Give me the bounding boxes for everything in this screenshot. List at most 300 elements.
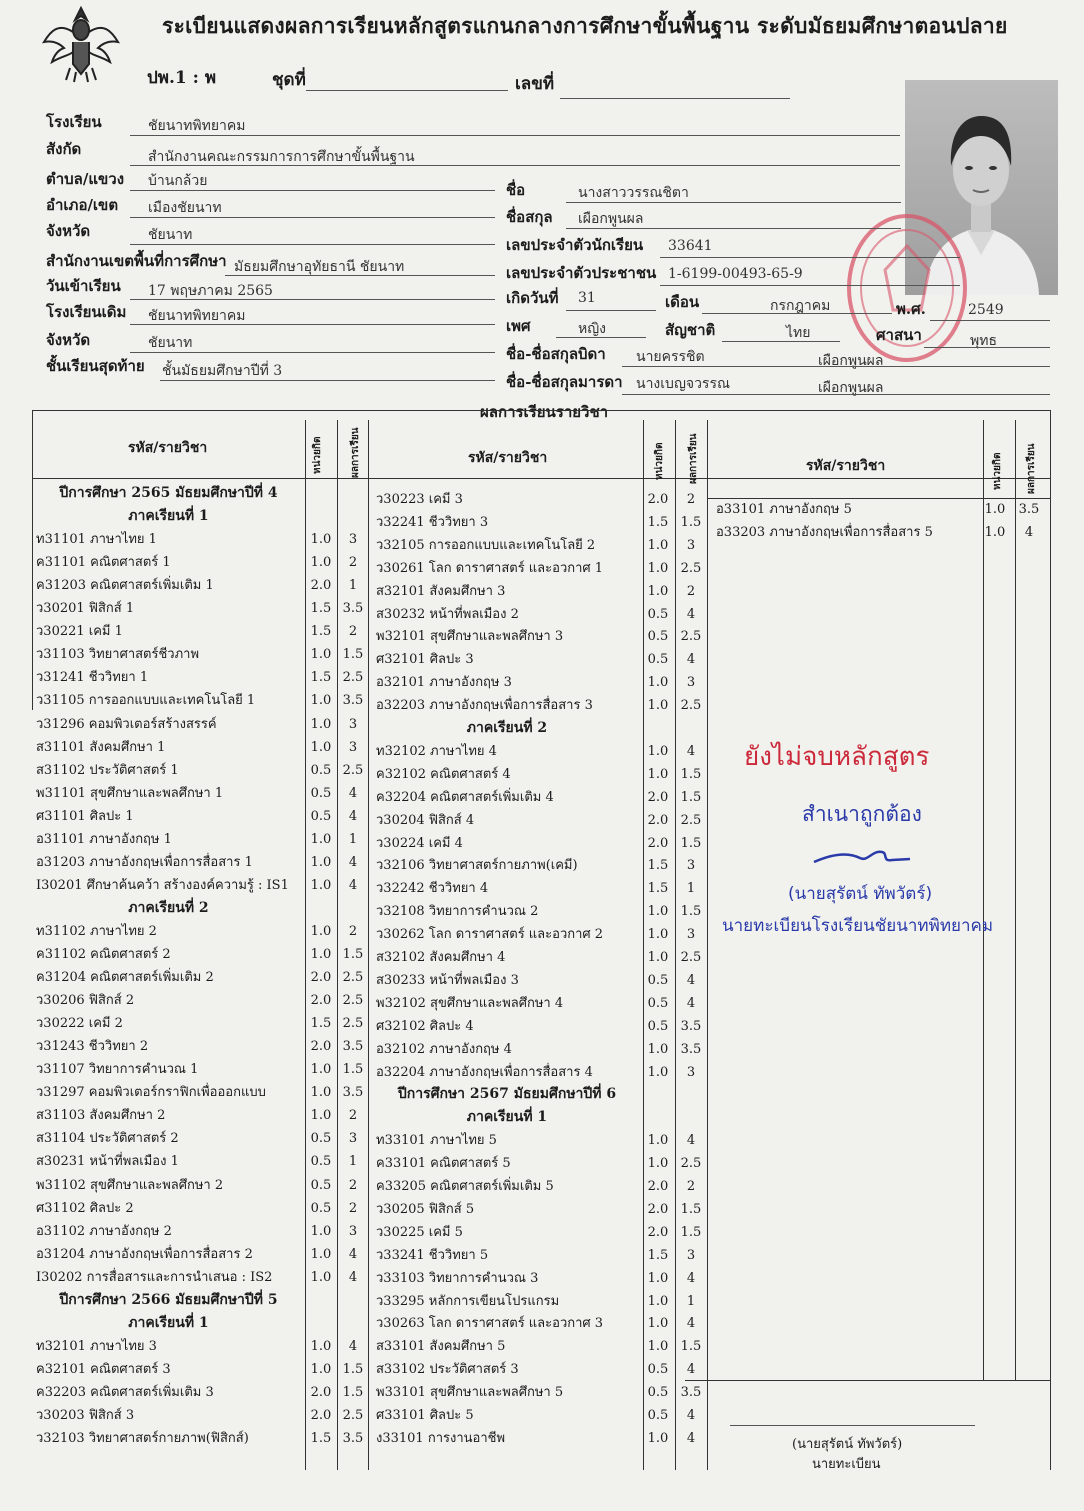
credit-value: 1.0 [310,1269,332,1285]
credit-value: 1.0 [647,766,669,782]
subject-name: ว31241 ชีววิทยา 1 [36,670,149,686]
grade-value: 1 [348,831,358,847]
birth-year-label: พ.ศ. [896,300,926,318]
credit-value: 2.0 [647,789,669,805]
enroll-value: 17 พฤษภาคม 2565 [148,283,273,299]
credit-value: 1.0 [647,583,669,599]
credit-value: 1.0 [647,1316,669,1332]
birth-month-value: กรกฎาคม [770,298,831,314]
credit-value: 0.5 [310,1154,332,1170]
prev-province-value: ชัยนาท [148,335,193,351]
grade-value: 1.5 [680,835,702,851]
subject-name: อ31102 ภาษาอังกฤษ 2 [36,1223,172,1239]
grade-value: 4 [686,995,696,1011]
grade-value: 1.5 [680,904,702,920]
grade-value: 3 [686,675,696,691]
credit-value: 2.0 [310,1408,332,1423]
set-label: ชุดที่ [272,70,306,90]
sign-name: (นายสุรัตน์ ทัพวัตร์) [792,1437,903,1452]
credit-value: 1.0 [647,904,669,920]
subject-name: ส31101 สังคมศึกษา 1 [36,739,166,755]
subject-name: ว32103 วิทยาศาสตร์กายภาพ(ฟิสิกส์) [36,1431,249,1447]
grade-value: 3 [348,716,358,732]
grade-value: 3.5 [680,1041,702,1057]
form-code: ปพ.1 : พ [147,68,217,88]
subject-name: ว32108 วิทยาการคำนวณ 2 [376,904,539,920]
credit-value: 1.0 [647,743,669,759]
credit-value: 1.0 [310,947,332,962]
registrar-title: นายทะเบียนโรงเรียนชัยนาทพิทยาคม [722,916,994,936]
grade-value: 1.5 [342,947,364,962]
religion-label: ศาสนา [876,326,922,344]
grade-value: 1 [348,1154,358,1170]
grade-value: 4 [1024,525,1034,540]
subject-name: ส31102 ประวัติศาสตร์ 1 [36,762,179,778]
credit-value: 0.5 [310,1200,332,1216]
subject-name: ว32106 วิทยาศาสตร์กายภาพ(เคมี) [376,858,578,874]
credit-value: 1.5 [647,881,669,897]
credit-value: 2.0 [647,1201,669,1217]
col2-credit-header: หน่วยกิต [654,442,665,480]
subject-name: ค31102 คณิตศาสตร์ 2 [36,947,171,962]
credit-value: 1.0 [647,1133,669,1149]
term-heading: ภาคเรียนที่ 1 [466,1109,548,1126]
religion-value: พุทธ [970,333,998,349]
province-label: จังหวัด [46,222,91,240]
credit-value: 1.0 [310,831,332,847]
grade-value: 2.5 [342,1016,364,1032]
grade-value: 4 [686,1408,696,1423]
subject-name: ง33101 การงานอาชีพ [376,1430,506,1446]
subject-name: อ32204 ภาษาอังกฤษเพื่อการสื่อสาร 4 [376,1064,593,1080]
number-label: เลขที่ [515,74,555,94]
grade-value: 4 [348,785,358,801]
credit-value: 0.5 [647,1385,669,1401]
grade-value: 3 [348,532,358,548]
subject-name: ส30232 หน้าที่พลเมือง 2 [376,606,519,622]
credit-value: 2.0 [310,578,332,594]
subject-name: อ32203 ภาษาอังกฤษเพื่อการสื่อสาร 3 [376,698,593,714]
grade-value: 2.5 [342,670,364,686]
credit-value: 2.0 [310,1384,332,1400]
subject-name: ว33241 ชีววิทยา 5 [376,1247,489,1263]
credit-value: 1.5 [647,1247,669,1263]
grade-value: 3.5 [342,1039,364,1055]
credit-value: 0.5 [647,606,669,622]
subject-name: ว33295 หลักการเขียนโปรแกรม [376,1293,560,1309]
grade-value: 4 [686,972,696,988]
credit-value: 0.5 [310,762,332,778]
subject-name: พ31101 สุขศึกษาและพลศึกษา 1 [36,785,224,801]
credit-value: 1.0 [310,854,332,870]
grade-value: 1.5 [680,514,702,530]
grade-value: 2.5 [680,629,702,645]
credit-value: 1.0 [310,555,332,571]
credit-value: 1.0 [647,1041,669,1057]
col1-subject-header: รหัส/รายวิชา [128,440,208,456]
subject-name: อ31203 ภาษาอังกฤษเพื่อการสื่อสาร 1 [36,854,253,870]
name-value: นางสาววรรณชิตา [578,185,689,201]
credit-value: 1.5 [647,514,669,530]
grade-value: 2 [348,624,358,640]
grade-value: 4 [686,1270,696,1286]
credit-value: 1.0 [647,927,669,943]
subject-name: ว33103 วิทยาการคำนวณ 3 [376,1270,539,1286]
subject-name: ท32101 ภาษาไทย 3 [36,1338,157,1354]
page-title: ระเบียนแสดงผลการเรียนหลักสูตรแกนกลางการศึกษาขั้นพื้นฐาน ระดับมัธยมศึกษาตอนปลาย [162,13,1008,38]
subject-name: อ32102 ภาษาอังกฤษ 4 [376,1041,512,1057]
credit-value: 1.0 [647,1339,669,1355]
grade-value: 3 [348,1131,358,1147]
grade-value: 1 [686,881,696,897]
subject-name: ท32102 ภาษาไทย 4 [376,743,497,759]
grade-value: 1.5 [680,1201,702,1217]
district-label: อำเภอ/เขต [46,196,119,214]
credit-value: 1.0 [310,739,332,755]
grade-value: 2 [686,1179,696,1194]
credit-value: 0.5 [647,629,669,645]
term-heading: ปีการศึกษา 2566 มัธยมศึกษาปีที่ 5 [59,1291,278,1308]
grade-value: 4 [348,1269,358,1285]
subject-name: ว30203 ฟิสิกส์ 3 [36,1408,135,1423]
subject-name: ศ32102 ศิลปะ 4 [376,1018,474,1034]
credit-value: 0.5 [647,1018,669,1034]
credit-value: 1.0 [647,1270,669,1286]
term-heading: ภาคเรียนที่ 2 [466,720,548,736]
grade-value: 3 [686,927,696,943]
province-value: ชัยนาท [148,227,193,243]
credit-value: 2.0 [310,993,332,1009]
term-heading: ภาคเรียนที่ 1 [128,508,209,525]
grade-value: 4 [686,1430,696,1446]
grade-value: 4 [686,606,696,622]
prev-province-label: จังหวัด [46,331,91,349]
grade-value: 1 [348,578,358,594]
credit-value: 1.5 [310,624,332,640]
subject-name: ค32204 คณิตศาสตร์เพิ่มเติม 4 [376,789,554,805]
grade-value: 4 [686,1133,696,1149]
grade-value: 4 [348,854,358,870]
subject-name: ว30263 โลก ดาราศาสตร์ และอวกาศ 3 [376,1316,604,1332]
subject-name: พ31102 สุขศึกษาและพลศึกษา 2 [36,1177,224,1193]
grade-value: 3.5 [680,1385,702,1401]
grade-value: 4 [686,743,696,759]
grade-value: 1.5 [342,1062,364,1078]
subject-name: ศ31101 ศิลปะ 1 [36,808,134,824]
not-complete-note: ยังไม่จบหลักสูตร [744,742,930,772]
subject-name: ส32101 สังคมศึกษา 3 [376,583,506,599]
grade-value: 1.5 [342,647,364,663]
grade-value: 4 [686,1362,696,1378]
subject-name: ว30205 ฟิสิกส์ 5 [376,1201,475,1217]
subject-name: ว30204 ฟิสิกส์ 4 [376,812,475,828]
enroll-label: วันเข้าเรียน [46,277,121,295]
area-value: มัธยมศึกษาอุทัยธานี ชัยนาท [234,259,405,275]
grade-value: 2.5 [342,970,364,986]
credit-value: 2.0 [310,1039,332,1055]
citizen-id-label: เลขประจำตัวประชาชน [506,264,657,282]
subject-name: I30201 ศึกษาค้นคว้า สร้างองค์ความรู้ : IS1 [36,877,289,893]
grade-value: 3 [686,537,696,553]
credit-value: 1.0 [310,647,332,663]
affiliation-label: สังกัด [46,140,82,158]
grade-value: 2.5 [680,560,702,576]
col2-subject-header: รหัส/รายวิชา [468,450,548,466]
credit-value: 1.0 [310,1108,332,1124]
certified-note: สำเนาถูกต้อง [802,802,922,826]
area-label: สำนักงานเขตพื้นที่การศึกษา [46,252,227,270]
credit-value: 1.0 [647,675,669,691]
credit-value: 1.0 [984,502,1006,517]
subject-name: อ32101 ภาษาอังกฤษ 3 [376,675,512,691]
term-heading: ภาคเรียนที่ 1 [128,1314,209,1331]
subject-name: อ33101 ภาษาอังกฤษ 5 [716,502,852,517]
affiliation-value: สำนักงานคณะกรรมการการศึกษาขั้นพื้นฐาน [148,149,415,165]
subject-name: ค32203 คณิตศาสตร์เพิ่มเติม 3 [36,1384,214,1400]
grade-value: 4 [686,652,696,668]
nationality-value: ไทย [786,325,811,341]
grade-value: 3.5 [680,1018,702,1034]
subject-name: ว30221 เคมี 1 [36,624,123,640]
subject-name: ว32105 การออกแบบและเทคโนโลยี 2 [376,537,596,553]
surname-label: ชื่อสกุล [506,208,553,226]
subject-name: ว31297 คอมพิวเตอร์กราฟิกเพื่อออกแบบ [36,1085,266,1101]
grade-value: 4 [686,1316,696,1332]
mother-label: ชื่อ-ชื่อสกุลมารดา [506,373,623,391]
subject-name: I30202 การสื่อสารและการนำเสนอ : IS2 [36,1269,273,1285]
grade-value: 1.5 [342,1384,364,1400]
subject-name: ว30224 เคมี 4 [376,835,463,851]
grade-value: 4 [348,1338,358,1354]
subject-name: ค31101 คณิตศาสตร์ 1 [36,555,171,571]
nationality-label: สัญชาติ [665,321,716,339]
credit-value: 0.5 [647,652,669,668]
col3-grade-header: ผลการเรียน [1026,443,1037,494]
subject-name: ท31101 ภาษาไทย 1 [36,532,157,548]
grade-value: 2 [686,492,696,507]
grade-value: 3 [348,739,358,755]
col2-grade-header: ผลการเรียน [688,433,699,484]
subject-name: ว31105 การออกแบบและเทคโนโลยี 1 [36,693,256,709]
grade-value: 3.5 [342,1431,364,1447]
signature-line [730,1425,975,1426]
credit-value: 1.0 [310,1361,332,1377]
subject-name: อ31101 ภาษาอังกฤษ 1 [36,831,172,847]
credit-value: 1.0 [310,716,332,732]
credit-value: 2.0 [647,1179,669,1194]
credit-value: 1.0 [310,877,332,893]
subject-name: ศ32101 ศิลปะ 3 [376,652,474,668]
subject-name: ส30231 หน้าที่พลเมือง 1 [36,1154,179,1170]
grade-value: 2.5 [680,950,702,965]
credit-value: 2.0 [647,1224,669,1240]
prev-school-value: ชัยนาทพิทยาคม [148,308,246,324]
credit-value: 1.5 [310,1431,332,1447]
credit-value: 1.5 [647,858,669,874]
subject-name: ค31204 คณิตศาสตร์เพิ่มเติม 2 [36,970,214,986]
name-label: ชื่อ [506,181,526,199]
credit-value: 2.0 [310,970,332,986]
credit-value: 0.5 [310,1131,332,1147]
credit-value: 1.0 [647,1293,669,1309]
grade-value: 2 [348,555,358,571]
grade-value: 1.5 [680,789,702,805]
subject-name: ค33101 คณิตศาสตร์ 5 [376,1156,511,1172]
grade-value: 2 [348,1108,358,1124]
mother-first-value: นางเบญจวรรณ [636,376,730,392]
citizen-id-value: 1-6199-00493-65-9 [668,266,803,282]
subject-name: อ31204 ภาษาอังกฤษเพื่อการสื่อสาร 2 [36,1246,253,1262]
grade-value: 2.5 [342,1408,364,1423]
sex-label: เพศ [506,317,531,335]
subdistrict-value: บ้านกล้วย [148,173,208,189]
birth-day-value: 31 [578,290,596,306]
subject-name: ส33102 ประวัติศาสตร์ 3 [376,1362,519,1378]
subject-name: ศ31102 ศิลปะ 2 [36,1200,134,1216]
subject-name: ว31107 วิทยาการคำนวณ 1 [36,1062,199,1078]
credit-value: 1.0 [647,560,669,576]
subject-name: ท31102 ภาษาไทย 2 [36,923,157,939]
subject-name: ว30222 เคมี 2 [36,1016,123,1032]
signature-scribble [812,844,912,870]
credit-value: 1.0 [647,1430,669,1446]
subject-name: ส30233 หน้าที่พลเมือง 3 [376,972,519,988]
credit-value: 1.0 [310,1246,332,1262]
credit-value: 1.0 [647,950,669,965]
grade-value: 4 [348,808,358,824]
credit-value: 1.0 [647,1064,669,1080]
credit-value: 1.0 [310,532,332,548]
credit-value: 0.5 [647,1408,669,1423]
mother-last-value: เผือกพูนผล [818,380,884,396]
prev-school-label: โรงเรียนเดิม [46,303,127,321]
credit-value: 0.5 [647,972,669,988]
credit-value: 1.0 [647,1156,669,1172]
credit-value: 1.5 [310,1016,332,1032]
subject-name: ว30206 ฟิสิกส์ 2 [36,993,135,1009]
father-last-value: เผือกพูนผล [818,353,884,369]
district-value: เมืองชัยนาท [148,200,222,216]
subject-name: อ33203 ภาษาอังกฤษเพื่อการสื่อสาร 5 [716,525,933,540]
credit-value: 1.0 [310,923,332,939]
grade-value: 2.5 [680,812,702,828]
term-heading: ปีการศึกษา 2567 มัธยมศึกษาปีที่ 6 [397,1086,617,1103]
subject-name: พ32102 สุขศึกษาและพลศึกษา 4 [376,995,564,1011]
subject-name: ว31296 คอมพิวเตอร์สร้างสรรค์ [36,716,217,732]
school-label: โรงเรียน [46,113,102,131]
credit-value: 1.0 [310,1338,332,1354]
student-id-label: เลขประจำตัวนักเรียน [506,236,644,254]
subject-name: ส33101 สังคมศึกษา 5 [376,1339,506,1355]
birth-month-label: เดือน [665,293,700,311]
subject-name: ว31243 ชีววิทยา 2 [36,1039,149,1055]
credit-value: 1.5 [310,670,332,686]
credit-value: 1.0 [984,525,1006,540]
sign-title: นายทะเบียน [812,1457,881,1472]
credit-value: 2.0 [647,492,669,507]
grade-value: 2 [348,1177,358,1193]
col1-grade-header: ผลการเรียน [350,427,361,478]
col3-subject-header: รหัส/รายวิชา [806,458,886,474]
grade-value: 3 [686,1064,696,1080]
grade-value: 1.5 [680,1224,702,1240]
birth-year-value: 2549 [968,302,1004,318]
subject-name: ท33101 ภาษาไทย 5 [376,1133,497,1149]
credit-value: 1.0 [310,1062,332,1078]
credit-value: 2.0 [647,812,669,828]
term-heading: ปีการศึกษา 2565 มัธยมศึกษาปีที่ 4 [59,485,278,501]
subject-name: ส31103 สังคมศึกษา 2 [36,1108,166,1124]
student-id-value: 33641 [668,238,713,254]
subject-name: ว31103 วิทยาศาสตร์ชีวภาพ [36,647,200,663]
father-first-value: นายครรชิต [636,349,705,365]
credit-value: 1.0 [310,1223,332,1239]
subject-name: ว30225 เคมี 5 [376,1224,463,1240]
subject-name: ว30261 โลก ดาราศาสตร์ และอวกาศ 1 [376,560,604,576]
grade-value: 3.5 [342,1085,364,1101]
grade-value: 4 [348,1246,358,1262]
subject-name: ค31203 คณิตศาสตร์เพิ่มเติม 1 [36,578,214,594]
credit-value: 1.0 [310,1085,332,1101]
grade-value: 3.5 [342,693,364,709]
surname-value: เผือกพูนผล [578,211,644,227]
subject-name: ว30201 ฟิสิกส์ 1 [36,601,135,617]
grade-value: 2.5 [680,698,702,714]
results-title: ผลการเรียนรายวิชา [480,403,609,421]
grade-value: 3 [348,1223,358,1239]
col3-credit-header: หน่วยกิต [992,452,1003,490]
school-value: ชัยนาทพิทยาคม [148,118,246,134]
birth-day-label: เกิดวันที่ [506,289,559,307]
grade-value: 1 [686,1293,696,1309]
term-heading: ภาคเรียนที่ 2 [128,899,209,916]
subject-name: ว32241 ชีววิทยา 3 [376,514,489,530]
col1-credit-header: หน่วยกิต [312,436,323,474]
grade-value: 4 [348,877,358,893]
credit-value: 1.0 [310,693,332,709]
grade-value: 1.5 [342,1361,364,1377]
subject-name: ว30262 โลก ดาราศาสตร์ และอวกาศ 2 [376,927,604,943]
subject-name: ว30223 เคมี 3 [376,492,463,507]
last-level-value: ชั้นมัธยมศึกษาปีที่ 3 [162,363,283,379]
subject-name: ว32242 ชีววิทยา 4 [376,881,489,897]
grade-value: 2.5 [342,993,364,1009]
grade-value: 2 [348,1200,358,1216]
subject-name: ส31104 ประวัติศาสตร์ 2 [36,1131,179,1147]
credit-value: 2.0 [647,835,669,851]
credit-value: 0.5 [647,1362,669,1378]
subject-name: ค33205 คณิตศาสตร์เพิ่มเติม 5 [376,1179,554,1194]
subject-name: พ32101 สุขศึกษาและพลศึกษา 3 [376,629,564,645]
grade-value: 1.5 [680,766,702,782]
subject-name: ค32101 คณิตศาสตร์ 3 [36,1361,171,1377]
grade-value: 3.5 [342,601,364,617]
sex-value: หญิง [578,321,606,337]
grade-value: 2 [686,583,696,599]
grade-value: 2.5 [680,1156,702,1172]
credit-value: 0.5 [647,995,669,1011]
grade-value: 3.5 [1018,502,1040,517]
subdistrict-label: ตำบล/แขวง [46,170,125,188]
subject-name: ส32102 สังคมศึกษา 4 [376,950,506,965]
credit-value: 1.0 [647,537,669,553]
last-level-label: ชั้นเรียนสุดท้าย [46,357,145,375]
grade-value: 2.5 [342,762,364,778]
subject-name: ศ33101 ศิลปะ 5 [376,1408,474,1423]
subject-name: พ33101 สุขศึกษาและพลศึกษา 5 [376,1385,564,1401]
credit-value: 0.5 [310,1177,332,1193]
credit-value: 1.0 [647,698,669,714]
